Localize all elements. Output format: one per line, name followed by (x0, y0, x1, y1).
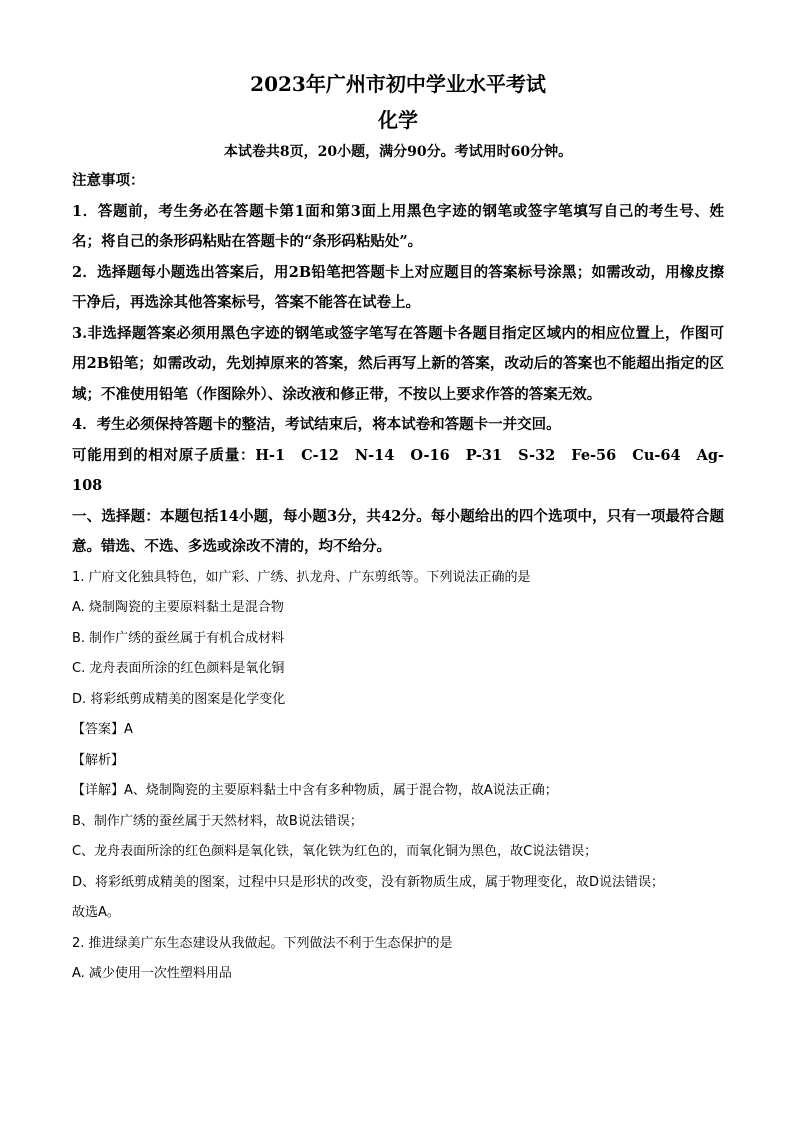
question-1-detail-5: 故选A。 (72, 905, 120, 920)
question-1-stem: 1. 广府文化独具特色，如广彩、广绣、扒龙舟、广东剪纸等。下列说法正确的是 (72, 569, 531, 585)
note-item-3: 3.非选择题答案必须用黑色字迹的钢笔或签字笔写在答题卡各题目指定区域内的相应位置上，作图可用2B铅笔；如需改动，先划掉原来的答案，然后再写上新的答案，改动后的答案也不能超出指定的区域；不准使用铅笔（作图除外）、涂改液和修正带，不按以上要求作答的答案无效。 (72, 324, 724, 403)
notes-heading: 注意事项： (72, 172, 145, 189)
question-1-option-b: B. 制作广绣的蚕丝属于有机合成材料 (72, 630, 285, 646)
question-1-option-d: D. 将彩纸剪成精美的图案是化学变化 (72, 691, 286, 707)
question-2-stem: 2. 推进绿美广东生态建设从我做起。下列做法不利于生态保护的是 (72, 935, 453, 951)
note-item-4: 4．考生必须保持答题卡的整洁，考试结束后，将本试卷和答题卡一并交回。 (72, 416, 561, 433)
question-1-detail-4: D、将彩纸剪成精美的图案，过程中只是形状的改变，没有新物质生成，属于物理变化，故D说法错误； (72, 874, 665, 890)
section-heading: 一、选择题：本题包括14小题，每小题3分，共42分。每小题给出的四个选项中，只有一项最符合题意。错选、不选、多选或涂改不清的，均不给分。 (72, 507, 724, 555)
exam-page (72, 70, 724, 990)
question-2-option-a: A. 减少使用一次性塑料用品 (72, 966, 232, 981)
question-1-answer: 【答案】A (72, 722, 133, 737)
atomic-masses: 可能用到的相对原子质量：H-1 C-12 N-14 O-16 P-31 S-32 Fe-56 Cu-64 Ag-108 (72, 446, 724, 494)
note-item-2: 2．选择题每小题选出答案后，用2B铅笔把答题卡上对应题目的答案标号涂黑；如需改动，用橡皮擦干净后，再选涂其他答案标号，答案不能答在试卷上。 (72, 263, 724, 311)
question-1-analysis-label: 【解析】 (72, 752, 125, 768)
question-1-option-a: A. 烧制陶瓷的主要原料黏土是混合物 (72, 600, 284, 615)
question-1-detail-3: C、龙舟表面所涂的红色颜料是氧化铁，氧化铁为红色的，而氧化铜为黑色，故C说法错误； (72, 844, 598, 859)
question-1-option-c: C. 龙舟表面所涂的红色颜料是氧化铜 (72, 661, 285, 676)
subject-title: 化学 (378, 108, 418, 132)
note-item-1: 1．答题前，考生务必在答题卡第1面和第3面上用黑色字迹的钢笔或签字笔填写自己的考生号、姓名；将自己的条形码粘贴在答题卡的“条形码粘贴处”。 (72, 202, 724, 250)
exam-meta: 本试卷共8页，20小题，满分90分。考试用时60分钟。 (223, 144, 573, 160)
question-1-detail-1: 【详解】A、烧制陶瓷的主要原料黏土中含有多种物质，属于混合物，故A说法正确； (72, 783, 558, 798)
exam-title: 2023年广州市初中学业水平考试 (250, 72, 546, 96)
question-1-detail-2: B、制作广绣的蚕丝属于天然材料，故B说法错误； (72, 813, 363, 829)
